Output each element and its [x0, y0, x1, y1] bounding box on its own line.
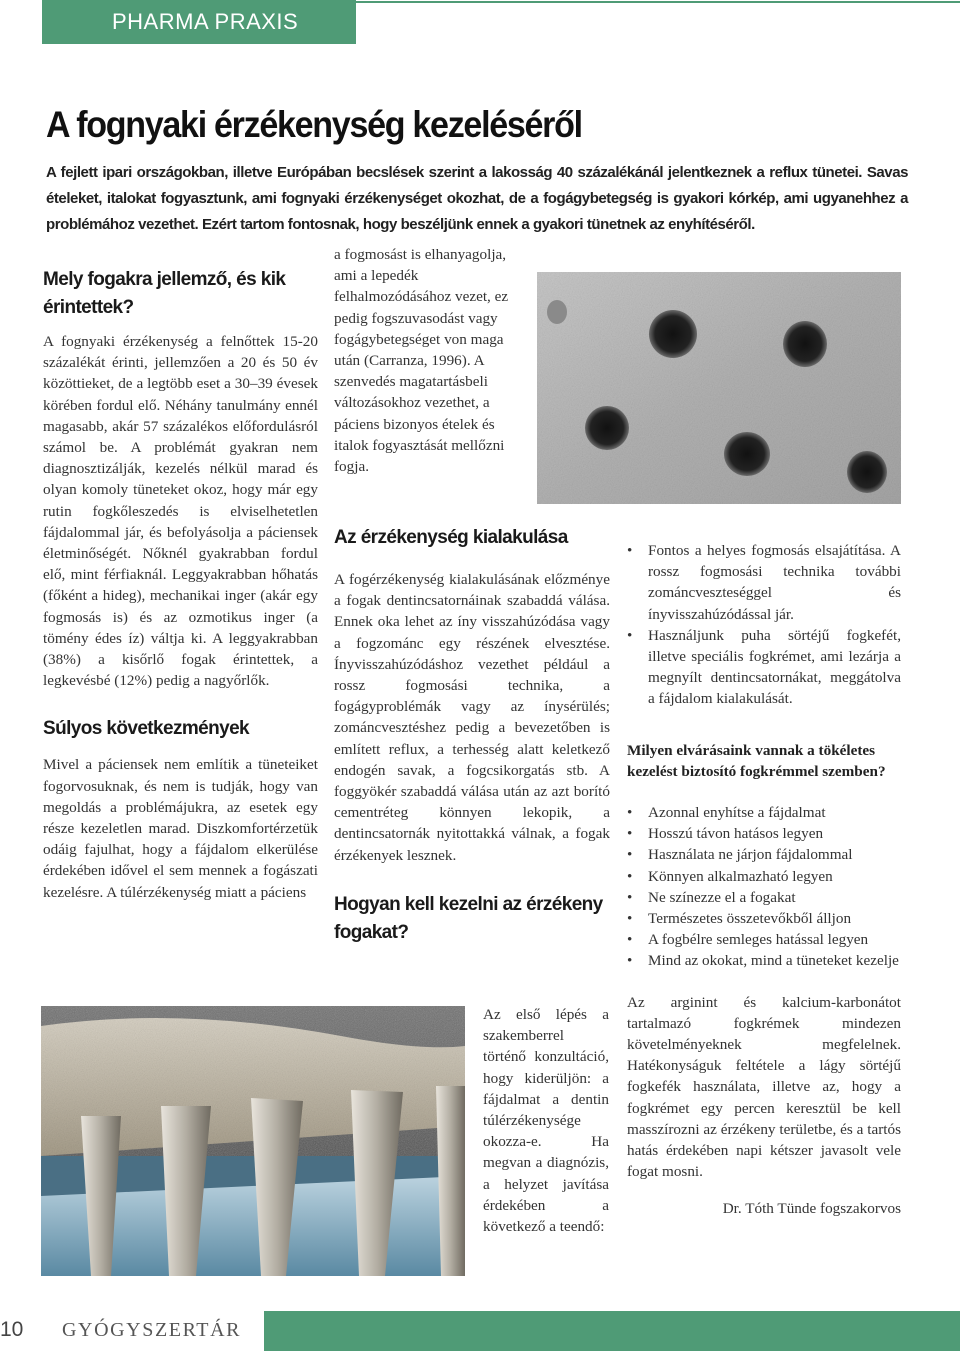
article-lead: A fejlett ipari országokban, illetve Európában becslések szerint a lakosság 40 százalékánál jelentkeznek a reflux tünetei. Savas ételeket, italokat fogyasztunk, ami fognyaki érzékenységet okozhat, de a fogágybetegség is gyakori kórkép, ami ugyanehhez a problémához vezethet. Ezért tartom fontosnak, hogy beszéljünk ennek a gyakori tünetnek az enyhítéséről.: [46, 164, 908, 233]
list-item: • Használata ne járjon fájdalommal: [627, 844, 901, 865]
column-2-narrow: [483, 1004, 609, 1237]
column-1: [43, 266, 318, 903]
list-item: • Természetes összetevőkből álljon: [627, 908, 901, 929]
heading-consequences: Súlyos következmények: [43, 718, 250, 740]
article-title: A fognyaki érzékenység kezeléséről: [46, 104, 582, 145]
list-item: • A fogbélre semleges hatással legyen: [627, 929, 901, 950]
list-item: • Ne színezze el a fogakat: [627, 887, 901, 908]
footer-bar: [264, 1311, 960, 1351]
column-2-top: [334, 244, 521, 477]
heading-expectations: Milyen elvárásaink vannak a tökéletes kezelést biztosító fogkrémmel szemben?: [627, 741, 886, 780]
tooth-cross-section-image: [41, 1006, 465, 1276]
paragraph-continuation: a fogmosást is elhanyagolja, ami a lepedék felhalmozódásához vezet, ez pedig fogszuvasodást vagy fogágybetegséget von maga után (Carranza, 1996). A szenvedés magatartásbeli változásokhoz vezethet, a páciens bizonyos ételek és italok fogyasztását mellőzni fogja.: [334, 246, 509, 476]
heading-treatment: Hogyan kell kezelni az érzékeny fogakat?: [334, 893, 603, 943]
list-item: • Azonnal enyhítse a fájdalmat: [627, 802, 901, 823]
heading-development: Az érzékenység kialakulása: [334, 527, 568, 548]
list-item: • Használjunk puha sörtéjű fogkefét, illetve speciális fogkrémet, ami lezárja a megnyílt dentincsatornákat, meggátolva a fájdalom kialakulását.: [627, 625, 901, 710]
section-banner: [42, 0, 356, 44]
author-signature: Dr. Tóth Tünde fogszakorvos: [722, 1200, 901, 1218]
paragraph-arginine: Az arginint és kalcium-karbonátot tartalmazó fogkrémek mindezen követelményeknek megfelelnek. Hatékonyságuk feltétele a lágy sörtéjű fogkefék használata, illetve az, hogy a fogkrémet egy percen keresztül be kell masszírozni az érzékeny területbe, és a tartós hatás érdekében napi kétszer javasolt vele fogat mosni.: [627, 993, 901, 1181]
paragraph-prevalence: A fognyaki érzékenység a felnőttek 15-20 százalékát érinti, jellemzően a 20 és 50 év közöttieket, de a legtöbb eset a 30–39 évesek körében fordul elő. Néhány tanulmány ennél magasabb, akár 57 százalékos előfordulásról számol be. A problémát gyakran nem diagnosztizálják, kezelés nélkül marad és olyan komoly tüneteket okoz, hogy már egy rutin fogkőleszedés is elviselhetetlen fájdalommal jár, és befolyásolja a páciensek életminőségét. Nőknél gyakrabban fordul elő, mint férfiaknál. Leggyakrabban hőhatás (főként a hideg), mechanikai inger (akár egy fogmosás is) és az ozmotikus inger (a tömény édes íz) váltja ki. A leggyakrabban (38%) a kisőrlő fogak érintettek, a legkevésbé (12%) pedig a nagyőrlők.: [43, 333, 318, 690]
heading-who-affected: Mely fogakra jellemző, és kik érintettek?: [43, 269, 286, 318]
bullet-list-requirements: [627, 802, 901, 972]
list-item: • Mind az okokat, mind a tüneteket kezelje: [627, 950, 901, 971]
paragraph-first-step: Az első lépés a szakemberrel történő konzultáció, hogy kiderüljön: a fájdalmat a dentin túlérzékenysége okozza-e. Ha megvan a diagnózis, a helyzet javítása érdekében a következő a teendő:: [483, 1006, 609, 1236]
page-number: 10: [0, 1318, 24, 1341]
list-item: • Könnyen alkalmazható legyen: [627, 866, 901, 887]
magazine-name: GYÓGYSZERTÁR: [62, 1319, 242, 1341]
list-item: • Hosszú távon hatásos legyen: [627, 823, 901, 844]
dentin-tubules-microscope-image: [537, 272, 901, 504]
paragraph-development: A fogérzékenység kialakulásának előzménye a fogak dentincsatornáinak szabaddá válása. Ennek oka lehet az íny visszahúzódása vagy a fogzománc egy részének elvesztése. Ínyvisszahúzódáshoz vezethet például a rossz fogmosási technika, a fogágyproblémák vagy az ínysérülés; zománcvesztéshez pedig a bevezetőben is említett reflux, a terhesség alatt keletkező endogén savak, a fogcsikorgatás stb. A foggyökér szabaddá válása után az azt borító cementréteg könnyen lekopik, a dentincsatornák nyitottakká válnak, a fogak érzékenyek lesznek.: [334, 571, 610, 864]
column-2: [334, 524, 610, 947]
column-3: [627, 540, 901, 1220]
section-label: PHARMA PRAXIS: [112, 9, 299, 34]
list-item: • Fontos a helyes fogmosás elsajátítása. A rossz fogmosási technika további zománcveszteséggel és ínyvisszahúzódással jár.: [627, 540, 901, 625]
header-rule: [356, 1, 960, 3]
paragraph-consequences: Mivel a páciensek nem említik a tüneteiket fogorvosuknak, és nem is tudják, hogy van megoldás a problémájukra, az esetek egy része kezeletlen marad. Diszkomfortérzetük odáig fajulhat, hogy a fájdalom elkerülése érdekében idővel el sem mennek a fogászati kezelésre. A túlérzékenység miatt a páciens: [43, 756, 318, 901]
bullet-list-advice: [627, 540, 901, 710]
